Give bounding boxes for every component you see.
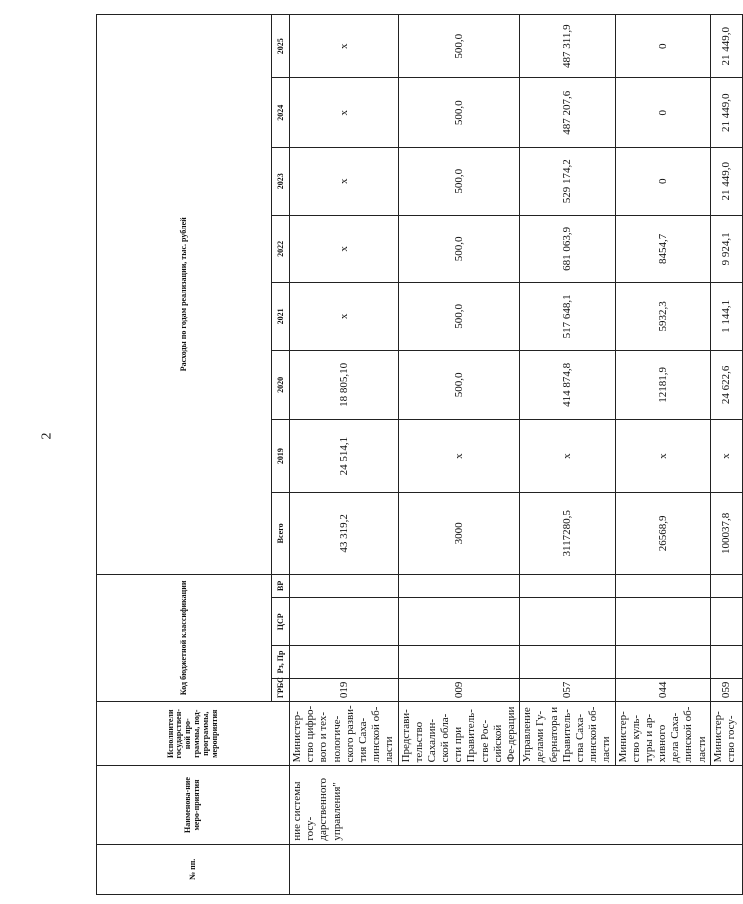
header-expenses: Расходы по годам реализации, тыс. рублей <box>97 15 272 575</box>
cell-value: 414 874,8 <box>520 350 615 420</box>
cell-num <box>290 844 743 894</box>
header-budget-code: Код бюджетной классификации <box>97 574 272 702</box>
cell-executor: Министер-ство цифро-вого и тех-нологиче-ского разви-тия Саха-линской об-ласти <box>290 702 399 766</box>
cell-rzpr <box>520 646 615 678</box>
header-rzpr: Рз, Пр <box>272 646 290 678</box>
cell-grbs: 019 <box>290 678 399 702</box>
cell-value: 500,0 <box>398 78 520 148</box>
cell-grbs: 059 <box>710 678 742 702</box>
cell-value: 21 449,0 <box>710 15 742 78</box>
cell-value: 487 207,6 <box>520 78 615 148</box>
cell-total: 3000 <box>398 493 520 574</box>
table-row <box>615 15 710 895</box>
cell-vr <box>710 574 742 598</box>
header-vr: ВР <box>272 574 290 598</box>
cell-value: x <box>290 283 399 351</box>
cell-csr <box>710 598 742 646</box>
cell-csr <box>615 598 710 646</box>
header-year: 2020 <box>272 350 290 420</box>
cell-value: x <box>398 420 520 493</box>
cell-value: x <box>520 420 615 493</box>
cell-csr <box>398 598 520 646</box>
header-year: 2025 <box>272 15 290 78</box>
budget-table <box>96 14 743 895</box>
table-row <box>520 15 615 895</box>
cell-value: 500,0 <box>398 283 520 351</box>
cell-grbs: 044 <box>615 678 710 702</box>
cell-value: x <box>710 420 742 493</box>
cell-executor: Министер-ство куль-туры и ар-хивного дела Саха-линской об-ласти <box>615 702 710 766</box>
cell-value: 500,0 <box>398 350 520 420</box>
cell-csr <box>520 598 615 646</box>
cell-value: 0 <box>615 78 710 148</box>
cell-value: 24 622,6 <box>710 350 742 420</box>
cell-grbs: 057 <box>520 678 615 702</box>
header-csr: ЦСР <box>272 598 290 646</box>
cell-value: 0 <box>615 15 710 78</box>
cell-value: 487 311,9 <box>520 15 615 78</box>
table-row <box>290 15 399 895</box>
header-event-name: Наименова-ние меро-приятия <box>97 766 290 844</box>
cell-csr <box>290 598 399 646</box>
cell-value: 18 805,10 <box>290 350 399 420</box>
cell-value: x <box>615 420 710 493</box>
cell-executor: Управление делами Гу-бернатора и Правитель-ства Саха-линской об-ласти <box>520 702 615 766</box>
cell-event-name: ние системы госу-дарственного управления" <box>290 766 743 844</box>
cell-value: 8454,7 <box>615 215 710 283</box>
cell-total: 43 319,2 <box>290 493 399 574</box>
cell-executor: Представи-тельство Сахалин-ской обла-сти при Правитель-стве Рос-сийской Фе-дерации <box>398 702 520 766</box>
header-num: № пп. <box>97 844 290 894</box>
table-row <box>710 15 742 895</box>
header-year: 2022 <box>272 215 290 283</box>
cell-rzpr <box>398 646 520 678</box>
header-executor: Исполнители государствен-ной про-граммы, под-программы, мероприятия <box>97 702 290 766</box>
cell-value: 500,0 <box>398 148 520 216</box>
cell-total: 3117280,5 <box>520 493 615 574</box>
header-year: 2024 <box>272 78 290 148</box>
cell-vr <box>520 574 615 598</box>
cell-value: 12181,9 <box>615 350 710 420</box>
cell-rzpr <box>290 646 399 678</box>
cell-total: 26568,9 <box>615 493 710 574</box>
cell-vr <box>615 574 710 598</box>
cell-total: 100037,8 <box>710 493 742 574</box>
cell-value: 21 449,0 <box>710 148 742 216</box>
cell-value: 0 <box>615 148 710 216</box>
cell-value: 5932,3 <box>615 283 710 351</box>
header-total: Всего <box>272 493 290 574</box>
header-row-1 <box>97 15 272 895</box>
cell-vr <box>290 574 399 598</box>
rotated-table-container <box>96 14 737 895</box>
cell-value: 1 144,1 <box>710 283 742 351</box>
header-year: 2023 <box>272 148 290 216</box>
cell-value: 9 924,1 <box>710 215 742 283</box>
cell-value: 681 063,9 <box>520 215 615 283</box>
table-row <box>398 15 520 895</box>
cell-value: x <box>290 78 399 148</box>
cell-rzpr <box>710 646 742 678</box>
cell-executor: Министер-ство госу- <box>710 702 742 766</box>
cell-vr <box>398 574 520 598</box>
cell-value: x <box>290 15 399 78</box>
cell-value: 21 449,0 <box>710 78 742 148</box>
cell-value: 529 174,2 <box>520 148 615 216</box>
header-grbs: ГРБС <box>272 678 290 702</box>
cell-rzpr <box>615 646 710 678</box>
cell-value: 500,0 <box>398 215 520 283</box>
cell-value: x <box>290 215 399 283</box>
cell-value: x <box>290 148 399 216</box>
cell-value: 517 648,1 <box>520 283 615 351</box>
page-number: 2 <box>39 432 55 440</box>
cell-value: 500,0 <box>398 15 520 78</box>
header-year: 2019 <box>272 420 290 493</box>
cell-value: 24 514,1 <box>290 420 399 493</box>
cell-grbs: 009 <box>398 678 520 702</box>
header-year: 2021 <box>272 283 290 351</box>
